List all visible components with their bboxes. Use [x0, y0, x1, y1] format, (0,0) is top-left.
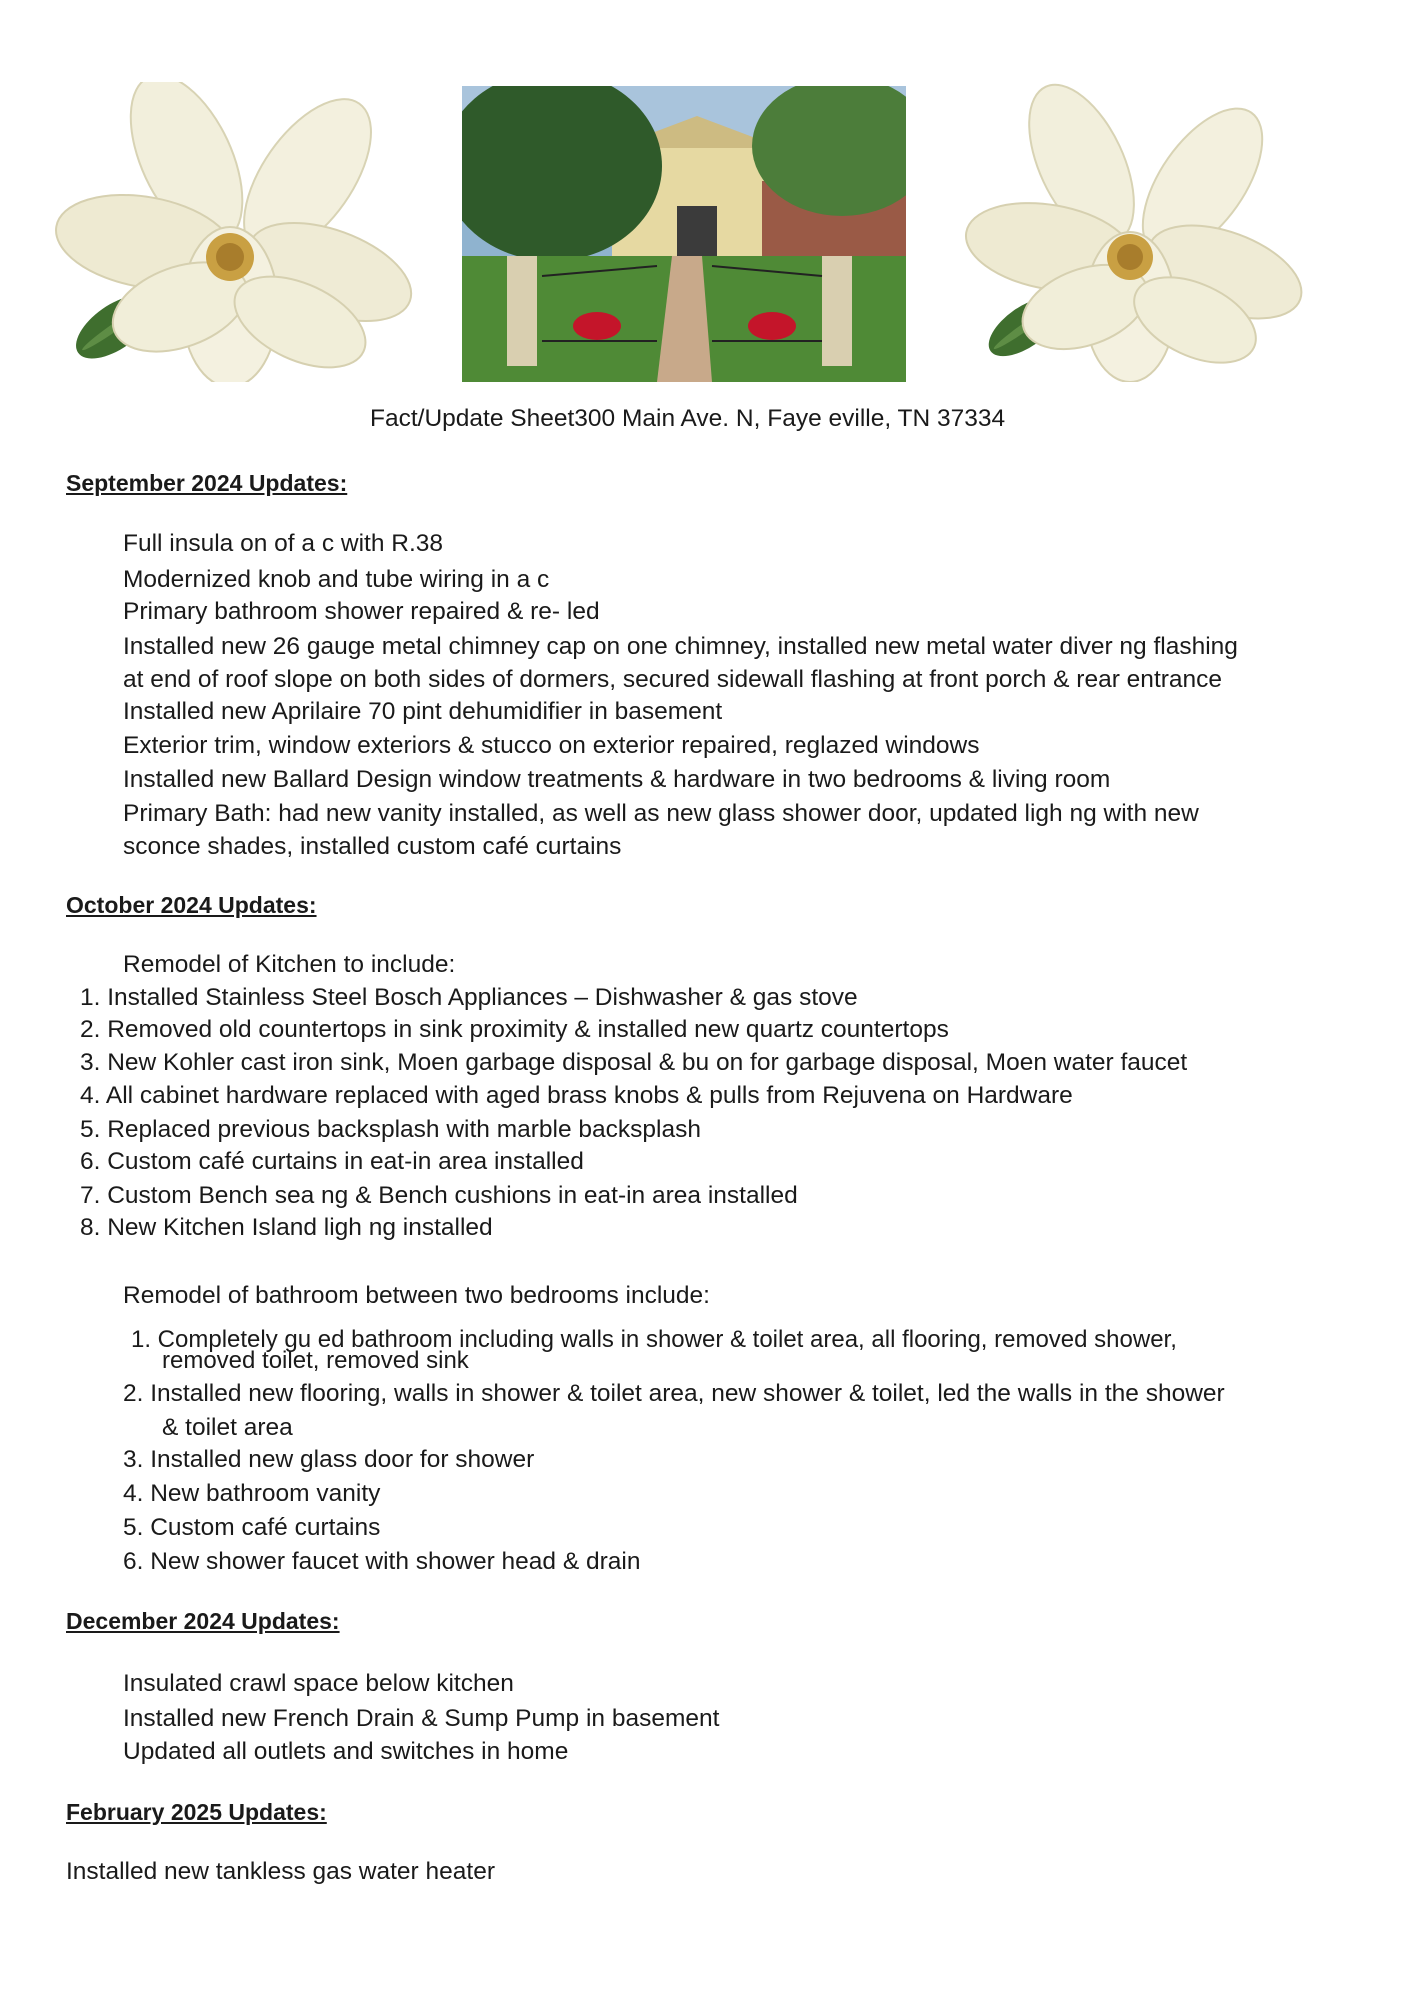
february-heading: February 2025 Updates: — [66, 1799, 327, 1825]
list-item: 2. Installed new flooring, walls in shower & toilet area, new shower & toilet, led the walls in the shower — [123, 1380, 1225, 1407]
list-item: Full insula on of a c with R.38 — [123, 530, 444, 557]
magnolia-flower-left-image — [55, 82, 415, 382]
list-item: 4. All cabinet hardware replaced with aged brass knobs & pulls from Rejuvena on Hardware — [80, 1082, 1073, 1109]
list-item: 2. Removed old countertops in sink proximity & installed new quartz countertops — [80, 1016, 949, 1043]
kitchen-remodel-intro: Remodel of Kitchen to include: — [123, 951, 456, 978]
page-title: Fact/Update Sheet300 Main Ave. N, Faye eville, TN 37334 — [370, 405, 1006, 432]
list-item: at end of roof slope on both sides of dormers, secured sidewall flashing at front porch & rear entrance — [123, 666, 1223, 693]
list-item: Modernized knob and tube wiring in a c — [123, 566, 550, 593]
list-item: sconce shades, installed custom café curtains — [123, 833, 622, 860]
list-item: Installed new French Drain & Sump Pump in basement — [123, 1705, 720, 1732]
list-item: Installed new tankless gas water heater — [66, 1858, 495, 1885]
list-item: Insulated crawl space below kitchen — [123, 1670, 514, 1697]
december-heading: December 2024 Updates: — [66, 1608, 340, 1634]
list-item: 1. Installed Stainless Steel Bosch Appliances – Dishwasher & gas stove — [80, 984, 858, 1011]
september-heading: September 2024 Updates: — [66, 470, 348, 496]
list-item: Primary Bath: had new vanity installed, as well as new glass shower door, updated ligh ng with new — [123, 800, 1199, 827]
list-item: Updated all outlets and switches in home — [123, 1738, 569, 1765]
list-item: Installed new 26 gauge metal chimney cap on one chimney, installed new metal water diver ng flashing — [123, 633, 1238, 660]
list-item: 7. Custom Bench sea ng & Bench cushions in eat-in area installed — [80, 1182, 798, 1209]
list-item: 6. New shower faucet with shower head & drain — [123, 1548, 641, 1575]
list-item: 4. New bathroom vanity — [123, 1480, 381, 1507]
list-item: Installed new Aprilaire 70 pint dehumidifier in basement — [123, 698, 723, 725]
list-item: 3. New Kohler cast iron sink, Moen garbage disposal & bu on for garbage disposal, Moen water faucet — [80, 1049, 1188, 1076]
list-item: 8. New Kitchen Island ligh ng installed — [80, 1214, 493, 1241]
list-item: 1. Completely gu ed bathroom including walls in shower & toilet area, all flooring, removed shower, — [131, 1326, 1177, 1353]
list-item: 3. Installed new glass door for shower — [123, 1446, 535, 1473]
list-item-continuation: removed toilet, removed sink — [162, 1347, 469, 1374]
list-item: 5. Custom café curtains — [123, 1514, 381, 1541]
bathroom-remodel-intro: Remodel of bathroom between two bedrooms include: — [123, 1282, 710, 1309]
magnolia-flower-right-image — [955, 82, 1315, 382]
list-item: 6. Custom café curtains in eat-in area installed — [80, 1148, 584, 1175]
list-item: 5. Replaced previous backsplash with marble backsplash — [80, 1116, 701, 1143]
list-item-continuation: & toilet area — [162, 1414, 293, 1441]
october-heading: October 2024 Updates: — [66, 892, 317, 918]
list-item: Exterior trim, window exteriors & stucco on exterior repaired, reglazed windows — [123, 732, 980, 759]
list-item: Primary bathroom shower repaired & re- led — [123, 598, 600, 625]
house-photo-image — [462, 86, 906, 382]
list-item: Installed new Ballard Design window treatments & hardware in two bedrooms & living room — [123, 766, 1111, 793]
